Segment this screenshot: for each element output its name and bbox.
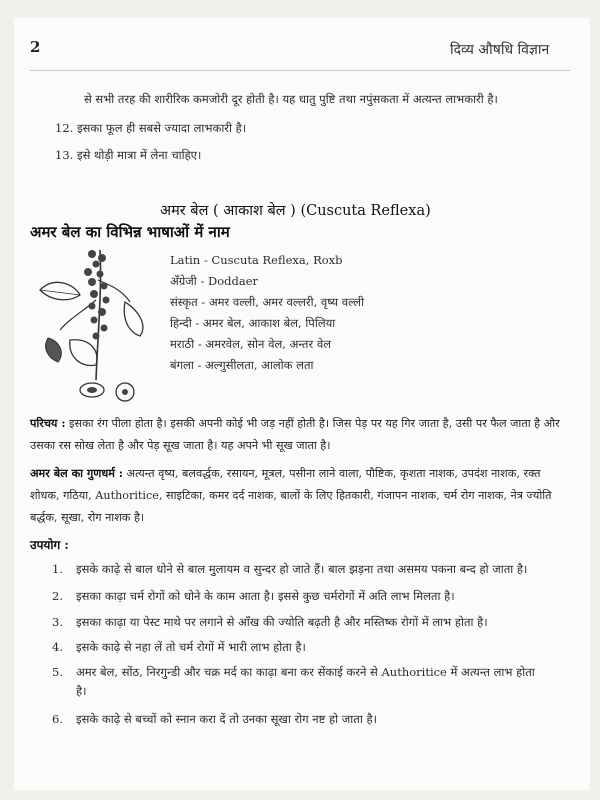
properties-paragraph	[30, 462, 560, 529]
header-divider	[30, 70, 570, 71]
names-heading: अमर बेल का विभिन्न भाषाओं में नाम	[30, 223, 230, 241]
use-item-1: 1. इसके काढ़े से बाल धोने से बाल मुलायम व सुन्दर हो जाते हैं। बाल झड़ना तथा असमय पकना बन्द हो जाता है।	[52, 562, 528, 576]
running-title: दिव्य औषधि विज्ञान	[450, 42, 550, 58]
use-item-5: 5. अमर बेल, सोंठ, निरगुन्डी और चक्र मर्द का काढ़ा बना कर सेंकाई करने से Authoritice में अत्यन्त लाभ होता	[52, 665, 535, 679]
plant-illustration-icon	[30, 240, 160, 410]
properties-text: अत्यन्त वृष्य, बलवर्द्धक, रसायन, मूत्रल, पसीना लाने वाला, पौष्टिक, कृशता नाशक, उपदंश नाशक, रक्त शोधक, गठिया, Authoritice, साइटिका, कमर दर्द नाशक, बालों के लिए हितकारी, गंजापन नाशक, चर्म रोग नाशक, नेत्र ज्योति बर्द्धक, सूखा, रोग नाशक है।	[30, 467, 552, 524]
page-number: 2	[30, 38, 41, 56]
name-english: अँग्रेजी - Doddaer	[170, 274, 259, 288]
name-marathi: मराठी - अमरवेल, सोन वेल, अन्तर वेल	[170, 337, 332, 351]
use-item-3: 3. इसका काढ़ा या पेस्ट माथे पर लगाने से आँख की ज्योति बढ़ती है और मस्तिष्क रोगों में लाभ होता है।	[52, 615, 488, 629]
use-item-5-cont: है।	[76, 684, 87, 698]
use-item-2: 2. इसका काढ़ा चर्म रोगों को धोने के काम आता है। इससे कुछ चर्मरोगों में अति लाभ मिलता है।	[52, 589, 455, 603]
name-latin: Latin - Cuscuta Reflexa, Roxb	[170, 253, 343, 267]
uses-heading: उपयोग :	[30, 538, 69, 552]
name-sanskrit: संस्कृत - अमर वल्ली, अमर वल्लरी, वृष्य वल्ली	[170, 295, 365, 309]
intro-label: परिचय :	[30, 416, 66, 430]
properties-label: अमर बेल का गुणधर्म :	[30, 466, 123, 480]
name-bengali: बंगला - अल्गुसीलता, आलोक लता	[170, 358, 314, 372]
intro-paragraph	[30, 412, 560, 457]
intro-line-13: 13. इसे थोड़ी मात्रा में लेना चाहिए।	[55, 148, 202, 162]
name-hindi: हिन्दी - अमर बेल, आकाश बेल, पिलिया	[170, 316, 336, 330]
section-title: अमर बेल ( आकाश बेल ) (Cuscuta Reflexa)	[160, 203, 431, 219]
use-item-4: 4. इसके काढ़े से नहा लें तो चर्म रोगों में भारी लाभ होता है।	[52, 640, 306, 654]
intro-line-11: से सभी तरह की शारीरिक कमजोरी दूर होती है। यह धातु पुष्टि तथा नपुंसकता में अत्यन्त लाभकारी है।	[84, 92, 498, 106]
use-item-6: 6. इसके काढ़े से बच्चों को स्नान करा दें तो उनका सूखा रोग नष्ट हो जाता है।	[52, 712, 377, 726]
intro-line-12: 12. इसका फूल ही सबसे ज्यादा लाभकारी है।	[55, 121, 247, 135]
intro-text: इसका रंग पीला होता है। इसकी अपनी कोई भी जड़ नहीं होती है। जिस पेड़ पर यह गिर जाता है, उसी पर फैल जाता है और उसका रस सोख लेता है और पेड़ सूख जाता है। यह अपने भी सूख जाता है।	[30, 417, 560, 452]
